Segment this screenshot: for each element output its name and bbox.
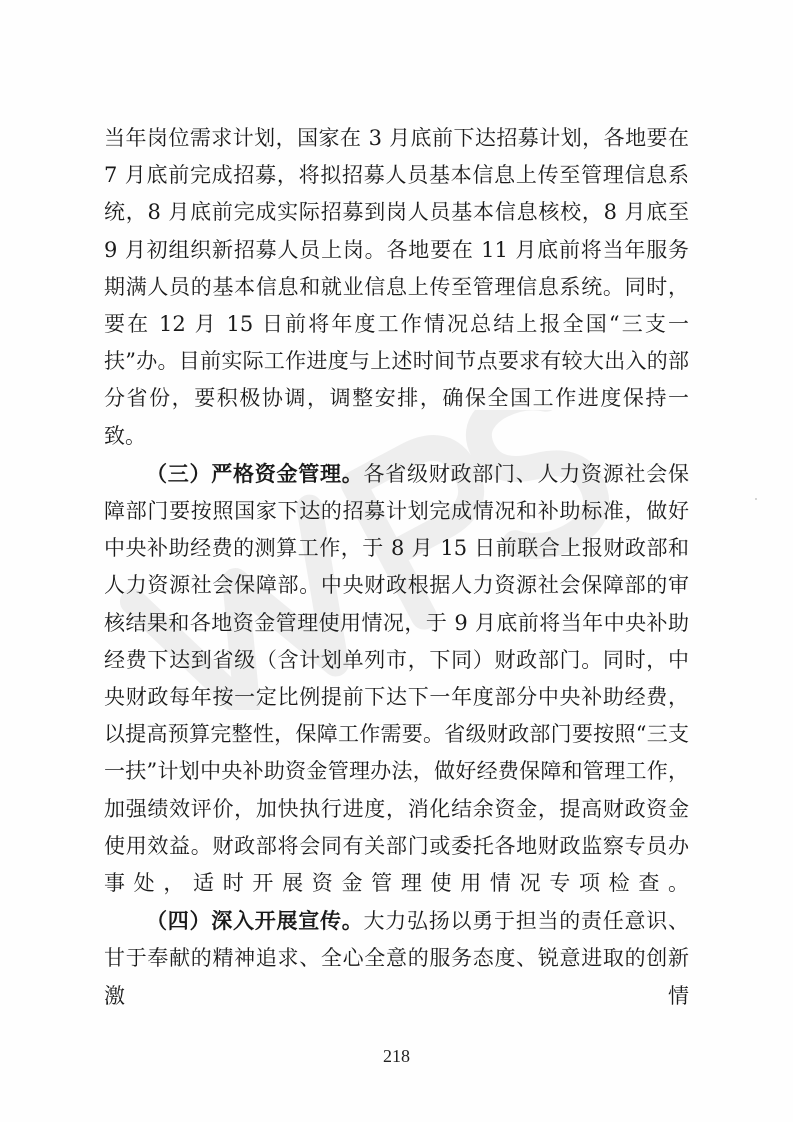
section-heading: （三）严格资金管理。 — [146, 460, 364, 486]
paragraph-continuation — [104, 120, 689, 455]
paragraph-text: 各省级财政部门、人力资源社会保障部门要按照国家下达的招募计划完成情况和补助标准，做好中央补助经费的测算工作，于 8 月 15 日前联合上报财政部和人力资源社会保障部。中央财政根据人力资源社会保障部的审核结果和各地资金管理使用情况，于 9 月底前将当年中央补助经费下达到省级（含计划单列市，下同）财政部门。同时，中央财政每年按一定比例提前下达下一年度部分中央补助经费，以提高预算完整性，保障工作需要。省级财政部门要按照“三支一扶”计划中央补助资金管理办法，做好经费保障和管理工作，加强绩效评价，加快执行进度，消化结余资金，提高财政资金使用效益。财政部将会同有关部门或委托各地财政监察专员办事处，适时开展资金管理使用情况专项检查。 — [104, 461, 689, 896]
section-heading: （四）深入开展宣传。 — [146, 908, 364, 934]
scan-speck — [755, 498, 757, 500]
paragraph-publicity — [104, 902, 689, 1015]
body-text — [104, 120, 689, 1015]
paragraph-text: 大力弘扬以勇于担当的责任意识、甘于奉献的精神追求、全心全意的服务态度、锐意进取的创新激情 — [104, 909, 689, 1008]
paragraph-fund-management — [104, 455, 689, 902]
page-number: 218 — [383, 1046, 410, 1066]
paragraph-text: 当年岗位需求计划，国家在 3 月底前下达招募计划，各地要在 7 月底前完成招募，将拟招募人员基本信息上传至管理信息系统，8 月底前完成实际招募到岗人员基本信息核校，8 月底至 9 月初组织新招募人员上岗。各地要在 11 月底前将当年服务期满人员的基本信息和就业信息上传至管理信息系统。同时，要在 12 月 15 日前将年度工作情况总结上报全国“三支一扶”办。目前实际工作进度与上述时间节点要求有较大出入的部分省份，要积极协调，调整安排，确保全国工作进度保持一致。 — [104, 126, 689, 448]
